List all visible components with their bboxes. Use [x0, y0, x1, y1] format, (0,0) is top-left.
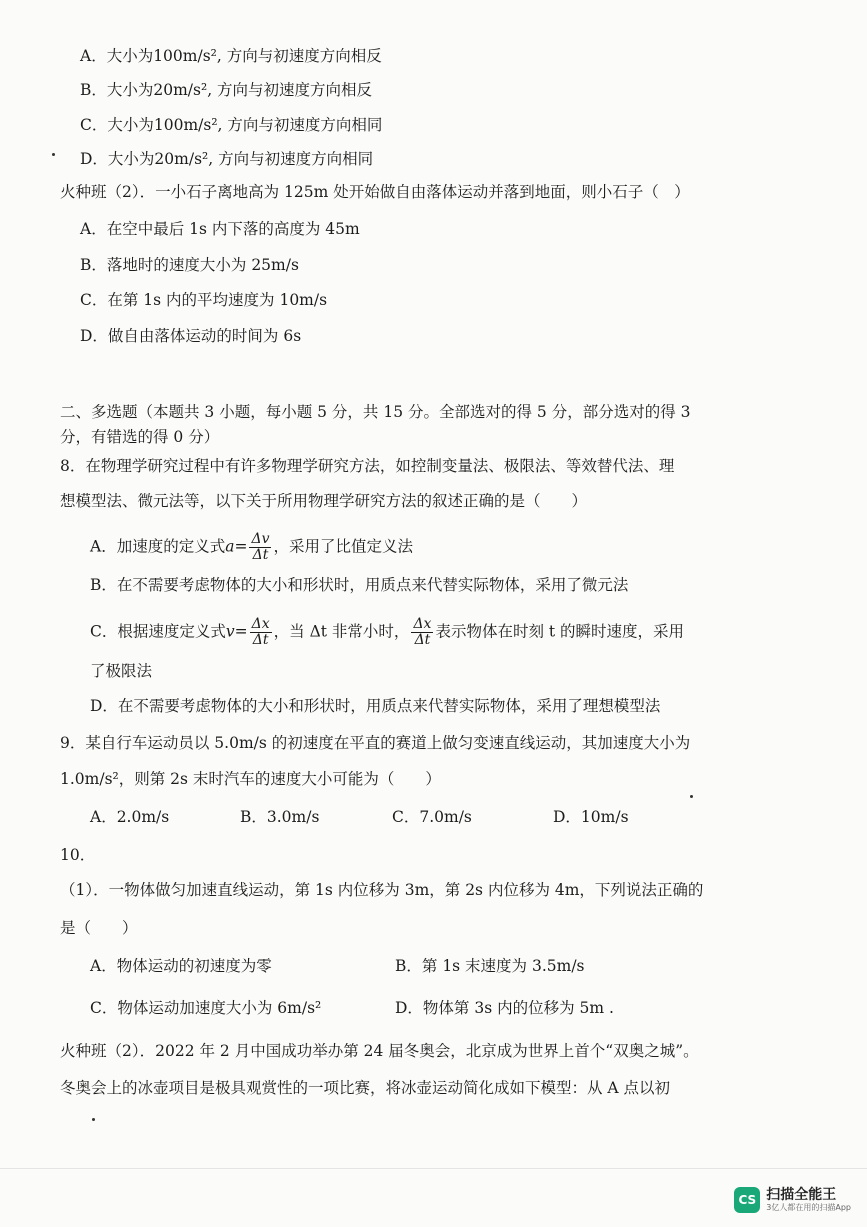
option-b: B．落地时的速度大小为 25m/s [80, 256, 299, 274]
q9-option-d: D．10m/s [553, 808, 629, 826]
q10-option-a: A．物体运动的初速度为零 [90, 957, 272, 975]
q8-option-b: B．在不需要考虑物体的大小和形状时，用质点来代替实际物体，采用了微元法 [90, 576, 629, 594]
option-c: C．大小为100m/s², 方向与初速度方向相同 [80, 116, 383, 134]
scan-speck [690, 795, 693, 798]
question-8-stem-cont: 想模型法、微元法等，以下关于所用物理学研究方法的叙述正确的是（ ） [60, 492, 588, 510]
option-c: C．在第 1s 内的平均速度为 10m/s [80, 291, 328, 309]
q8-option-d: D．在不需要考虑物体的大小和形状时，用质点来代替实际物体，采用了理想模型法 [90, 697, 661, 715]
fraction: $\frac{\Delta x}{\Delta t}$ [413, 616, 432, 648]
question-9-stem-cont: 1.0m/s²，则第 2s 末时汽车的速度大小可能为（ ） [60, 770, 441, 788]
question-8-stem: 8．在物理学研究过程中有许多物理学研究方法，如控制变量法、极限法、等效替代法、理 [60, 457, 675, 475]
scan-speck [92, 1118, 95, 1121]
option-a: A．在空中最后 1s 内下落的高度为 45m [80, 220, 360, 238]
question-10-number: 10． [60, 846, 96, 864]
option-b: B．大小为20m/s², 方向与初速度方向相反 [80, 81, 373, 99]
q10-option-c: C．物体运动加速度大小为 6m/s² [90, 999, 322, 1017]
question-10-part1-stem: （1）．一物体做匀加速直线运动，第 1s 内位移为 3m，第 2s 内位移为 4m，下列说法正确的 [60, 881, 704, 899]
question-stem: 火种班（2）．一小石子离地高为 125m 处开始做自由落体运动并落到地面，则小石子（ ） [60, 183, 690, 201]
q9-option-b: B．3.0m/s [240, 808, 320, 826]
camscanner-logo-icon: CS [734, 1187, 760, 1213]
q9-option-a: A．2.0m/s [90, 808, 170, 826]
q8-option-a: A．加速度的定义式a= $\frac{\Delta v}{\Delta t}$ ，采用了比值定义法 [90, 531, 413, 563]
q8-option-c: C．根据速度定义式v= $\frac{\Delta x}{\Delta t}$ ，当 Δt 非常小时， $\frac{\Delta x}{\Delta t}$ 表示物体在时刻 t 的瞬时速度，采用 [90, 616, 685, 648]
watermark-brand: 扫描全能王 [766, 1187, 837, 1203]
q10-option-d: D．物体第 3s 内的位移为 5m . [395, 999, 614, 1017]
camscanner-watermark [734, 1187, 851, 1213]
question-9-stem: 9．某自行车运动员以 5.0m/s 的初速度在平直的赛道上做匀变速直线运动，其加速度大小为 [60, 734, 691, 752]
question-10-part1-stem-cont: 是（ ） [60, 919, 138, 937]
fraction: $\frac{\Delta v}{\Delta t}$ [251, 531, 270, 563]
question-10-part2-stem-cont: 冬奥会上的冰壶项目是极具观赏性的一项比赛，将冰壶运动简化成如下模型：从 A 点以初 [60, 1079, 671, 1097]
watermark-tagline: 3亿人都在用的扫描App [766, 1203, 851, 1212]
scan-speck [52, 153, 55, 156]
option-d: D．大小为20m/s², 方向与初速度方向相同 [80, 150, 374, 168]
q10-option-b: B．第 1s 末速度为 3.5m/s [395, 957, 585, 975]
section-heading-cont: 分，有错选的得 0 分） [60, 428, 220, 446]
q9-option-c: C．7.0m/s [392, 808, 472, 826]
q8-option-c-cont: 了极限法 [90, 662, 153, 680]
section-heading: 二、多选题（本题共 3 小题，每小题 5 分，共 15 分。全部选对的得 5 分，部分选对的得 3 [60, 403, 691, 421]
option-d: D．做自由落体运动的时间为 6s [80, 327, 302, 345]
question-10-part2-stem: 火种班（2）．2022 年 2 月中国成功举办第 24 届冬奥会，北京成为世界上首个“双奥之城”。 [60, 1042, 699, 1060]
page-edge [0, 1168, 867, 1169]
option-a: A．大小为100m/s², 方向与初速度方向相反 [80, 47, 382, 65]
fraction: $\frac{\Delta x}{\Delta t}$ [251, 616, 270, 648]
